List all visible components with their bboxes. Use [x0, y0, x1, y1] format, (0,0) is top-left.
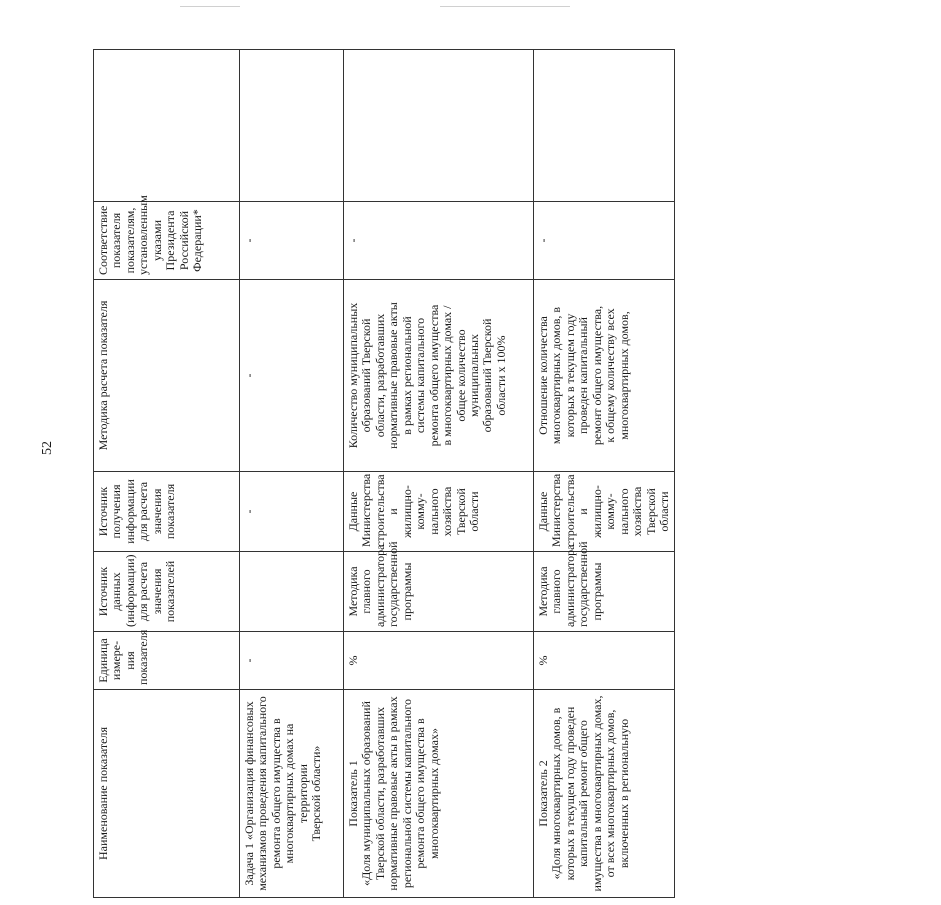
compliance-cell: -	[240, 202, 344, 280]
text-line: Отношение количества	[536, 316, 550, 435]
text-line: «Доля муниципальных образований	[359, 701, 374, 886]
text-line: системы капитального	[413, 317, 428, 434]
text-line: нального	[616, 488, 631, 535]
text-line: ремонта общего имущества в	[268, 718, 283, 869]
data-source-cell	[240, 552, 344, 632]
header-empty	[94, 50, 240, 202]
text-line: ремонта общего имущества	[426, 304, 441, 447]
text-line: Показатель 1	[346, 760, 360, 827]
text-line: механизмов проведения капитального	[255, 696, 270, 891]
indicator-name-cell	[240, 690, 344, 898]
text-line: Министерства	[359, 473, 374, 547]
table-row	[240, 50, 344, 898]
text-line: жилищно-комму-	[399, 485, 428, 538]
text-line: Данные	[346, 491, 360, 532]
header-indicator-name: Наименование показателя	[94, 690, 240, 898]
indicator-name-cell	[344, 690, 534, 898]
text-line: включенных в региональную	[616, 718, 631, 869]
table-header-row	[94, 50, 240, 898]
text-line: Показатель 2	[536, 760, 550, 827]
data-source-cell	[344, 541, 534, 632]
table-row	[344, 50, 534, 898]
text-line: которых в текущем году	[562, 313, 577, 438]
text-line: программы	[399, 562, 414, 621]
text-line: жилищно-комму-	[589, 485, 618, 538]
info-source-cell	[534, 472, 675, 552]
scan-artifact	[440, 6, 570, 7]
text-line: образований Тверской	[359, 318, 374, 433]
compliance-cell: -	[344, 202, 534, 280]
text-line: в многоквартирных домах /	[440, 305, 455, 446]
text-line: строительства и	[372, 474, 401, 547]
indicators-table	[93, 49, 675, 898]
header-info-source: Источник получения информации для расчета значения показателя	[94, 472, 240, 552]
text-line: программы	[589, 562, 604, 621]
text-line: в рамках региональной	[399, 316, 414, 435]
text-line: многоквартирных домах»	[426, 728, 441, 860]
text-line: администратора	[372, 544, 387, 627]
empty-cell	[344, 50, 534, 202]
text-line: администратора	[562, 544, 577, 627]
text-line: Методика	[536, 566, 550, 617]
indicator-name-cell	[534, 690, 675, 898]
text-line: области, разработавших	[372, 313, 387, 438]
text-line: которых в текущем году проведен	[562, 706, 577, 881]
text-line: нального	[426, 488, 441, 535]
header-method: Методика расчета показателя	[94, 280, 240, 472]
header-data-source: Источник данных (информации) для расчета значения показателей	[94, 552, 240, 632]
text-line: территории	[295, 764, 310, 823]
unit-cell: -	[240, 632, 344, 690]
text-line: нормативные правовые акты	[386, 302, 401, 449]
empty-cell	[240, 50, 344, 202]
unit-cell: %	[534, 632, 675, 690]
rotated-table-container	[93, 195, 941, 898]
method-cell: -	[240, 280, 344, 472]
text-line: области х 100%	[493, 335, 508, 416]
method-cell	[344, 280, 534, 472]
text-line: многоквартирных домов, в	[549, 306, 564, 445]
text-line: Методика	[346, 566, 360, 617]
text-line: государственной	[576, 541, 591, 627]
scan-artifact	[180, 6, 240, 7]
text-line: многоквартирных домах на	[282, 723, 297, 864]
text-line: Тверской области, разработавших	[372, 706, 387, 881]
compliance-cell: -	[534, 202, 675, 280]
info-source-cell	[344, 472, 534, 552]
text-line: муниципальных	[466, 333, 481, 418]
unit-cell: %	[344, 632, 534, 690]
text-line: главного	[549, 569, 564, 614]
text-line: ремонта общего имущества в	[413, 718, 428, 869]
text-line: строительства и	[562, 474, 591, 547]
text-line: от всех многоквартирных домов,	[603, 709, 618, 878]
text-line: многоквартирных домов,	[616, 311, 631, 440]
text-line: «Доля многоквартирных домов, в	[549, 707, 564, 880]
text-line: Данные	[536, 491, 550, 532]
text-line: капитальный ремонт общего	[576, 720, 591, 867]
page-number: 52	[40, 441, 55, 455]
text-line: к общему количеству всех	[603, 308, 618, 443]
text-line: Министерства	[549, 473, 564, 547]
text-line: региональной системы капитального	[399, 698, 414, 889]
header-unit: Единица измере-ния показателя	[94, 632, 240, 690]
text-line: хозяйства	[440, 486, 455, 537]
text-line: ремонт общего имущества,	[589, 305, 604, 446]
text-line: Тверской области	[453, 488, 481, 535]
text-line: Тверской области	[643, 488, 671, 535]
text-line: общее количество	[453, 329, 468, 422]
text-line: хозяйства	[630, 486, 645, 537]
text-line: проведен капитальный	[576, 317, 591, 434]
text-line: Тверской области»	[309, 745, 324, 842]
info-source-cell: -	[240, 472, 344, 552]
table-row	[534, 50, 675, 898]
text-line: нормативные правовые акты в рамках	[386, 696, 401, 891]
text-line: Задача 1 «Организация финансовых	[242, 701, 256, 886]
header-compliance: Соответствие показателя показателям, установленным указами Президента Российской Федерации*	[94, 202, 240, 280]
text-line: имущества в многоквартирных домах,	[589, 695, 604, 892]
text-line: главного	[359, 569, 374, 614]
empty-cell	[534, 50, 675, 202]
text-line: образований Тверской	[480, 318, 495, 433]
text-line: государственной	[386, 541, 401, 627]
data-source-cell	[534, 541, 675, 632]
method-cell	[534, 280, 675, 472]
text-line: Количество муниципальных	[346, 302, 360, 449]
